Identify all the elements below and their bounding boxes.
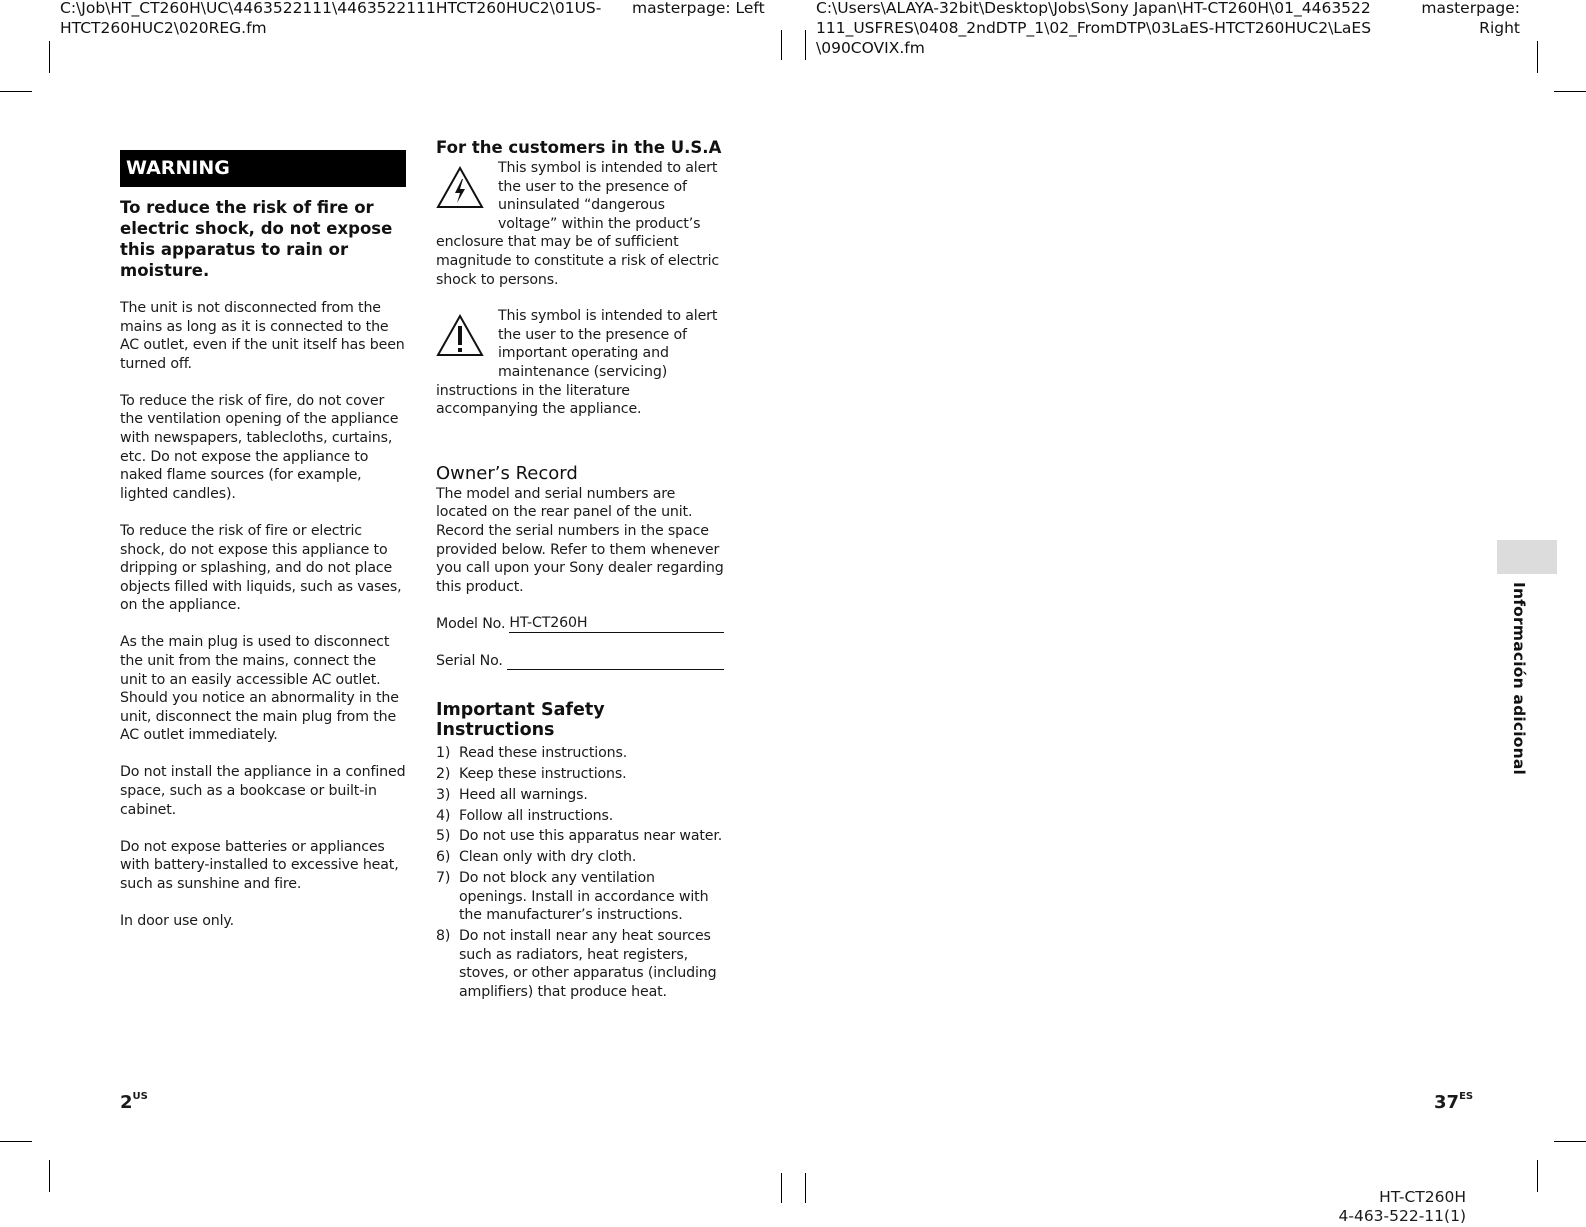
crop-mark (1554, 1141, 1586, 1142)
list-item: 3) Heed all warnings. (436, 786, 588, 803)
footer-model: HT-CT260H (1379, 1188, 1466, 1206)
model-number-value: HT-CT260H (509, 614, 724, 633)
owners-record-text: The model and serial numbers are located on the rear panel of the unit. Record the serial numbers in the space provided below. Refer to them whenever you call upon your Sony dealer regarding this product. (436, 485, 724, 595)
voltage-symbol-block (436, 159, 724, 289)
safety-instructions-heading: Important Safety Instructions (436, 700, 605, 741)
list-item: 5) Do not use this apparatus near water. (436, 828, 723, 845)
crop-mark (781, 1173, 782, 1203)
list-item: 4) Follow all instructions. (436, 807, 614, 824)
crop-mark (805, 1173, 806, 1203)
right-masterpage-label: masterpage: Right (1421, 0, 1520, 37)
list-item: 7) Do not block any ventilation openings. Install in accordance with the manufacturer’s instructions. (436, 869, 709, 924)
safety-instructions-list (436, 744, 724, 1001)
caution-symbol-block (436, 307, 724, 419)
owners-record-heading: Owner’s Record (436, 462, 578, 484)
list-item: 1) Read these instructions. (436, 745, 628, 762)
warning-column (120, 150, 406, 949)
usa-heading: For the customers in the U.S.A (436, 138, 722, 157)
serial-number-field (436, 651, 724, 670)
crop-mark (0, 91, 32, 92)
crop-mark (1554, 91, 1586, 92)
exclamation-warning-icon (436, 313, 484, 357)
warning-paragraph: The unit is not disconnected from the mains as long as it is connected to the AC outlet, even if the unit itself has been turned off. (120, 300, 405, 372)
crop-mark (0, 1141, 32, 1142)
section-tab-marker (1497, 540, 1557, 574)
crop-mark (1537, 41, 1538, 73)
crop-mark (49, 41, 50, 73)
usa-column (436, 138, 724, 1004)
model-number-label: Model No. (436, 615, 506, 632)
right-page-number: $37^{ES}$ (1434, 1091, 1474, 1113)
section-tab-label: Información adicional (1510, 582, 1528, 776)
symbol2-text-continued: instructions in the literature accompanying the appliance. (436, 382, 642, 418)
right-file-path: C:\Users\ALAYA-32bit\Desktop\Jobs\Sony Japan\HT-CT260H\01_4463522111_USFRES\0408_2ndDTP_1\02_FromDTP\03LaES-HTCT260HUC2\LaES\090COVIX.fm (816, 0, 1372, 57)
warning-paragraph: As the main plug is used to disconnect the unit from the mains, connect the unit to an easily accessible AC outlet. Should you notice an abnormality in the unit, disconnect the main plug from the AC outlet immediately. (120, 634, 399, 744)
list-item: 2) Keep these instructions. (436, 766, 627, 783)
warning-paragraph: To reduce the risk of fire, do not cover the ventilation opening of the appliance with newspapers, tablecloths, curtains, etc. Do not expose the appliance to naked flame sources (for example, lighted candles). (120, 392, 399, 502)
warning-paragraph: In door use only. (120, 913, 234, 930)
symbol1-text: This symbol is intended to alert the user to the presence of uninsulated “dangerous voltage” within the product’s (498, 160, 718, 232)
crop-mark (49, 1160, 50, 1192)
left-file-path: C:\Job\HT_CT260H\UC\4463522111\4463522111HTCT260HUC2\01US-HTCT260HUC2\020REG.fm (60, 0, 602, 37)
crop-mark (781, 30, 782, 60)
footer-part-number: 4-463-522-11(1) (1338, 1207, 1466, 1225)
model-number-field (436, 614, 724, 633)
warning-paragraph: To reduce the risk of fire or electric shock, do not expose this appliance to dripping or splashing, and do not place objects filled with liquids, such as vases, on the appliance. (120, 522, 402, 614)
list-item: 8) Do not install near any heat sources such as radiators, heat registers, stoves, or other apparatus (including amplifiers) that produce heat. (436, 927, 717, 1000)
crop-mark (805, 30, 806, 60)
symbol2-text: This symbol is intended to alert the user to the presence of important operating and maintenance (servicing) (498, 308, 718, 380)
warning-paragraph: Do not expose batteries or appliances with battery-installed to excessive heat, such as sunshine and fire. (120, 838, 399, 892)
left-masterpage-label: masterpage: Left (632, 0, 765, 17)
warning-paragraph: Do not install the appliance in a confined space, such as a bookcase or built-in cabinet. (120, 764, 406, 818)
symbol1-text-continued: enclosure that may be of sufficient magnitude to constitute a risk of electric shock to persons. (436, 234, 720, 288)
list-item: 6) Clean only with dry cloth. (436, 849, 637, 866)
crop-mark (1537, 1160, 1538, 1192)
warning-title-box: WARNING (120, 150, 406, 187)
warning-heading: To reduce the risk of fire or electric shock, do not expose this apparatus to rain or moisture. (120, 198, 393, 280)
lightning-warning-icon (436, 165, 484, 209)
serial-number-label: Serial No. (436, 652, 503, 669)
left-page-number: $2^{US}$ (120, 1091, 148, 1113)
serial-number-value (507, 651, 724, 670)
footer-model-info (1300, 1188, 1466, 1226)
